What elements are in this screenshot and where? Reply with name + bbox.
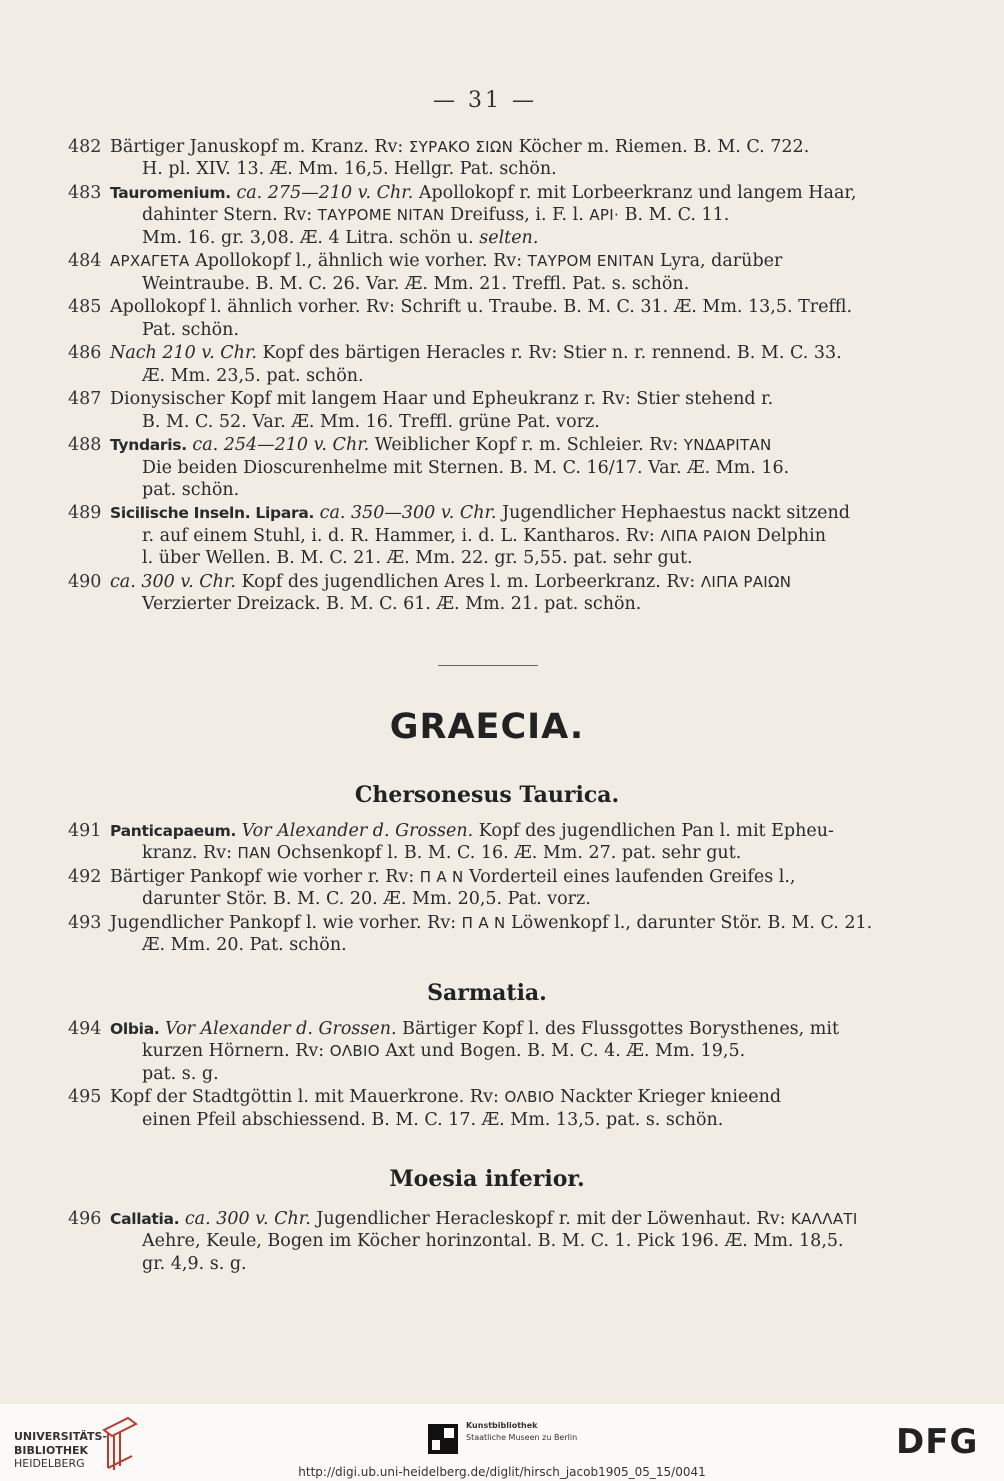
entry-line: kurzen Hörnern. Rv: ΟΛΒΙΟ Axt und Bogen. B. M. C. 4. Æ. Mm. 19,5. [142,1041,746,1062]
entry-number: 487 [68,389,102,410]
entry-text [110,388,902,433]
entry-line: darunter Stör. B. M. C. 20. Æ. Mm. 20,5. Pat. vorz. [142,889,591,910]
entry-line: Nach 210 v. Chr. Kopf des bärtigen Heracles r. Rv: Stier n. r. rennend. B. M. C. 33. [110,343,842,364]
entry-number: 484 [68,251,102,272]
kunstbibliothek-logo-icon[interactable] [428,1424,458,1454]
catalog-entry [68,1018,902,1085]
catalog-entry [68,912,902,957]
entry-line: H. pl. XIV. 13. Æ. Mm. 16,5. Hellgr. Pat. schön. [142,159,557,180]
entry-line: pat. s. g. [142,1063,219,1084]
entry-text [110,1018,902,1085]
catalog-entry [68,434,902,501]
entry-line: Bärtiger Pankopf wie vorher r. Rv: Π Α Ν Vorderteil eines laufenden Greifes l., [110,866,796,887]
entries-sarmatia [68,1018,902,1132]
uni-line-1: UNIVERSITÄTS- [14,1430,108,1443]
entry-text [110,342,902,387]
entry-line: pat. schön. [142,479,240,500]
catalog-entry [68,502,902,569]
entry-number: 496 [68,1209,102,1229]
entry-text [110,502,902,569]
entry-text [110,250,902,295]
entry-text [110,1208,902,1275]
entry-line: Æ. Mm. 20. Pat. schön. [142,935,347,956]
entry-line: Apollokopf l. ähnlich vorher. Rv: Schrift u. Traube. B. M. C. 31. Æ. Mm. 13,5. Treffl. [110,297,853,318]
entry-number: 488 [68,435,102,456]
uni-line-3: HEIDELBERG [14,1457,85,1470]
entry-number: 490 [68,571,102,592]
section-title: GRAECIA. [389,707,585,747]
entry-text [110,1086,902,1131]
catalog-entry [68,388,902,433]
entry-line: gr. 4,9. s. g. [142,1253,247,1274]
entry-text [110,434,902,501]
source-url-link[interactable]: http://digi.ub.uni-heidelberg.de/diglit/hirsch_jacob1905_05_15/0041 [298,1465,706,1479]
entry-number: 486 [68,343,102,364]
entry-line: ΑΡΧΑΓΕΤΑ Apollokopf l., ähnlich wie vorher. Rv: ΤΑΥΡΟΜ ΕΝΙΤΑΝ Lyra, darüber [110,251,783,272]
entry-line: Mm. 16. gr. 3,08. Æ. 4 Litra. schön u. selten. [142,227,539,248]
entry-number: 483 [68,182,102,203]
entry-number: 495 [68,1087,102,1108]
catalog-entry [68,182,902,249]
entry-line: Sicilische Inseln. Lipara. ca. 350—300 v. Chr. Jugendlicher Hephaestus nackt sitzend [110,503,851,524]
entry-line: Verzierter Dreizack. B. M. C. 61. Æ. Mm. 21. pat. schön. [142,594,642,615]
entry-line: Kopf der Stadtgöttin l. mit Mauerkrone. Rv: ΟΛΒΙΟ Nackter Krieger knieend [110,1087,782,1108]
entry-line: Weintraube. B. M. C. 26. Var. Æ. Mm. 21. Treffl. Pat. s. schön. [142,273,690,294]
entry-line: kranz. Rv: ΠΑΝ Ochsenkopf l. B. M. C. 16. Æ. Mm. 27. pat. sehr gut. [142,843,742,864]
footer-bar [0,1404,1004,1481]
entry-text [110,820,902,865]
entry-text [110,912,902,957]
entry-line: B. M. C. 52. Var. Æ. Mm. 16. Treffl. grüne Pat. vorz. [142,411,600,432]
entry-line: Callatia. ca. 300 v. Chr. Jugendlicher Heracleskopf r. mit der Löwenhaut. Rv: ΚΑΛΛΑΤΙ [110,1209,858,1229]
subheading-chersonesus: Chersonesus Taurica. [354,782,620,808]
catalog-entry [68,342,902,387]
catalog-entry [68,1086,902,1131]
entry-line: Bärtiger Januskopf m. Kranz. Rv: ΣΥΡΑΚΟ ΣΙΩΝ Köcher m. Riemen. B. M. C. 722. [110,137,810,157]
dfg-logo[interactable]: DFG [896,1422,979,1462]
entry-line: ca. 300 v. Chr. Kopf des jugendlichen Ares l. m. Lorbeerkranz. Rv: ΛΙΠΑ ΡΑΙΩΝ [110,571,792,592]
entry-number: 485 [68,297,102,318]
catalog-entry [68,820,902,865]
entry-line: Pat. schön. [142,319,240,340]
entry-text [110,136,902,181]
catalog-entry [68,866,902,911]
entry-line: Dionysischer Kopf mit langem Haar und Epheukranz r. Rv: Stier stehend r. [110,389,774,410]
kunstbibliothek-label[interactable] [466,1420,577,1444]
section-divider [438,665,538,666]
entries-top [68,136,902,617]
entry-text [110,866,902,911]
entry-line: Die beiden Dioscurenhelme mit Sternen. B. M. C. 16/17. Var. Æ. Mm. 16. [142,457,790,478]
entry-line: Aehre, Keule, Bogen im Köcher horinzontal. B. M. C. 1. Pick 196. Æ. Mm. 18,5. [142,1231,844,1252]
catalog-entry [68,296,902,341]
catalog-entry [68,136,902,181]
entry-number: 493 [68,912,102,933]
subheading-sarmatia: Sarmatia. [427,980,547,1006]
catalog-entry [68,250,902,295]
entry-line: r. auf einem Stuhl, i. d. R. Hammer, i. d. L. Kantharos. Rv: ΛΙΠΑ ΡΑΙΟΝ Delphin [142,525,826,546]
entry-number: 482 [68,137,102,157]
entry-number: 492 [68,866,102,887]
entry-text [110,571,902,616]
entry-line: dahinter Stern. Rv: ΤΑΥΡΟΜΕ ΝΙΤΑΝ Dreifuss, i. F. l. ΑΡΙ· B. M. C. 11. [142,205,730,226]
university-seal-icon[interactable] [98,1416,140,1472]
catalog-entry [68,1208,902,1275]
entry-line: Olbia. Vor Alexander d. Grossen. Bärtiger Kopf l. des Flussgottes Borysthenes, mit [110,1019,840,1039]
page-number: — 31 — [433,88,537,113]
subheading-moesia: Moesia inferior. [389,1166,585,1192]
uni-line-2: BIBLIOTHEK [14,1443,89,1457]
entry-number: 489 [68,503,102,524]
entries-moesia [68,1208,902,1276]
entry-text [110,182,902,249]
catalog-entry [68,571,902,616]
entry-number: 494 [68,1019,102,1039]
entry-line: Æ. Mm. 23,5. pat. schön. [142,365,364,386]
kb-line-2: Staatliche Museen zu Berlin [466,1433,578,1442]
entry-line: einen Pfeil abschiessend. B. M. C. 17. Æ. Mm. 13,5. pat. s. schön. [142,1109,724,1130]
kb-line-1: Kunstbibliothek [466,1421,538,1430]
entry-line: Tauromenium. ca. 275—210 v. Chr. Apollokopf r. mit Lorbeerkranz und langem Haar, [110,182,857,203]
entry-text [110,296,902,341]
entry-line: Jugendlicher Pankopf l. wie vorher. Rv: Π Α Ν Löwenkopf l., darunter Stör. B. M. C. 21. [110,912,873,933]
entry-line: Tyndaris. ca. 254—210 v. Chr. Weiblicher Kopf r. m. Schleier. Rv: ΥΝΔΑΡΙΤΑΝ [110,435,772,456]
entry-line: Panticapaeum. Vor Alexander d. Grossen. Kopf des jugendlichen Pan l. mit Epheu- [110,821,834,841]
entries-chersonesus [68,820,902,958]
entry-number: 491 [68,821,102,841]
entry-line: l. über Wellen. B. M. C. 21. Æ. Mm. 22. gr. 5,55. pat. sehr gut. [142,548,693,569]
